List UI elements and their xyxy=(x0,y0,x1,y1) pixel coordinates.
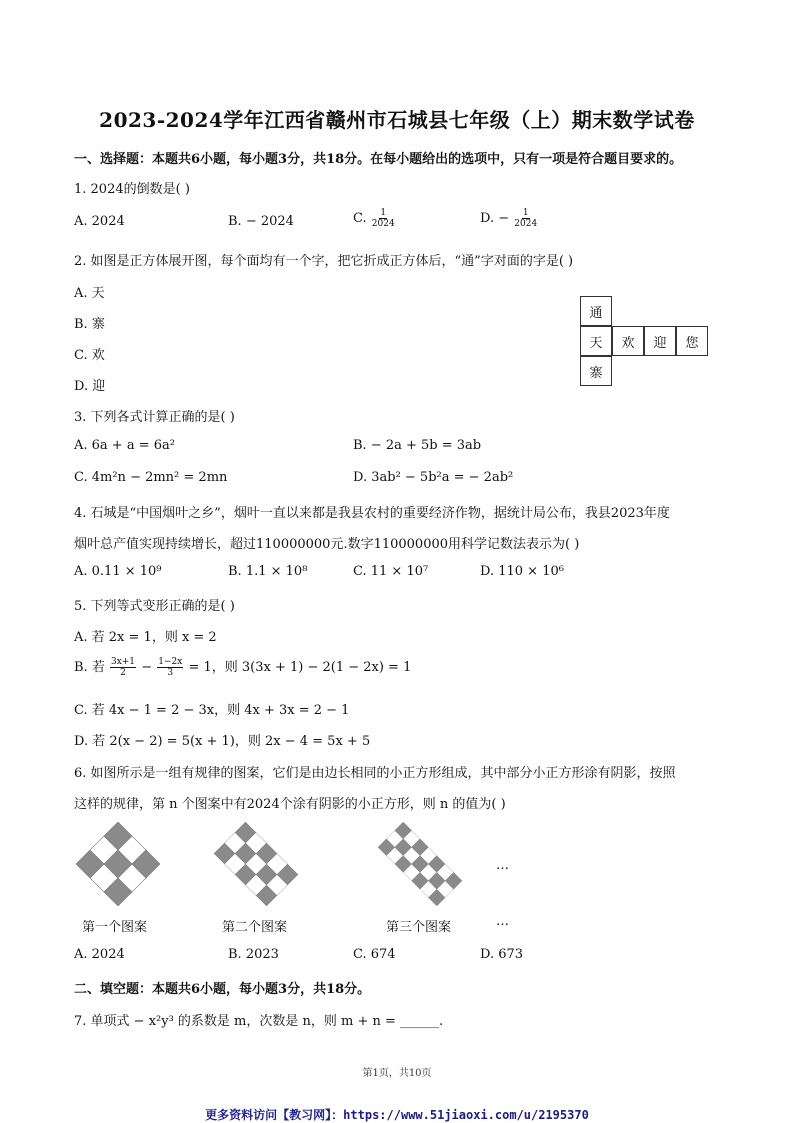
q2-option-b: B. 寨 xyxy=(74,317,105,332)
question-6-line-1: 6. 如图所示是一组有规律的图案，它们是由边长相同的小正方形组成，其中部分小正方形涂有阴影，按照 xyxy=(74,766,676,781)
pattern-figure-3 xyxy=(346,822,494,906)
q4-option-d: D. 110 × 10⁶ xyxy=(480,564,564,579)
q2-option-a: A. 天 xyxy=(74,286,105,301)
net-face-huan: 欢 xyxy=(612,326,644,356)
question-4-line-1: 4. 石城是“中国烟叶之乡”，烟叶一直以来都是我县农村的重要经济作物，据统计局公布，我县2023年度 xyxy=(74,506,670,521)
pattern-figure-2 xyxy=(196,822,316,906)
net-face-tong: 通 xyxy=(580,296,612,326)
q5-option-a: A. 若 2x = 1，则 x = 2 xyxy=(74,630,217,645)
resource-banner: 更多资料访问【教习网】：https://www.51jiaoxi.com/u/2195370 xyxy=(205,1108,589,1122)
q1-d-fraction xyxy=(514,208,537,229)
q5-b-fraction-2 xyxy=(157,657,183,678)
caption-ellipsis: … xyxy=(496,914,509,929)
q3-option-c: C. 4m²n − 2mn² = 2mn xyxy=(74,470,228,485)
net-face-ying: 迎 xyxy=(644,326,676,356)
q3-option-d: D. 3ab² − 5b²a = − 2ab² xyxy=(353,470,514,485)
q1-d-denominator: 2024 xyxy=(514,219,538,229)
q6-option-c: C. 674 xyxy=(353,947,396,962)
question-5-stem: 5. 下列等式变形正确的是( ) xyxy=(74,599,235,614)
q1-option-d xyxy=(480,208,538,229)
q1-c-prefix: C. xyxy=(353,211,367,226)
q3-option-b: B. − 2a + 5b = 3ab xyxy=(353,438,482,453)
page-title: 2023-2024学年江西省赣州市石城县七年级（上）期末数学试卷 xyxy=(99,108,695,132)
pattern-caption-2: 第二个图案 xyxy=(222,920,288,935)
q3-option-a: A. 6a + a = 6a² xyxy=(74,438,175,453)
pattern-ellipsis: … xyxy=(496,858,509,873)
q2-option-c: C. 欢 xyxy=(74,348,105,363)
q4-option-a: A. 0.11 × 10⁹ xyxy=(74,564,162,579)
q1-option-a: A. 2024 xyxy=(74,214,125,229)
section-choice-heading: 一、选择题：本题共6小题，每小题3分，共18分。在每小题给出的选项中，只有一项是符合题目要求的。 xyxy=(74,152,683,167)
net-face-tian: 天 xyxy=(580,326,612,356)
q2-option-d: D. 迎 xyxy=(74,379,106,394)
q5-b-suffix: = 1，则 3(3x + 1) − 2(1 − 2x) = 1 xyxy=(188,660,412,675)
q5-b-f1-numerator: 3x+1 xyxy=(110,657,136,667)
q1-d-prefix: D. − xyxy=(480,211,510,226)
pattern-caption-3: 第三个图案 xyxy=(386,920,452,935)
q5-b-f2-denominator: 3 xyxy=(167,668,174,678)
q5-option-d: D. 若 2(x − 2) = 5(x + 1)，则 2x − 4 = 5x + 5 xyxy=(74,734,371,749)
question-1-stem: 1. 2024的倒数是( ) xyxy=(74,182,190,197)
cube-net-figure xyxy=(580,296,716,392)
q5-b-f1-denominator: 2 xyxy=(120,668,126,678)
q1-option-b: B. − 2024 xyxy=(228,214,294,229)
net-face-nin: 您 xyxy=(676,326,708,356)
question-4-line-2: 烟叶总产值实现持续增长，超过110000000元.数字110000000用科学记数法表示为( ) xyxy=(74,537,580,552)
pattern-caption-1: 第一个图案 xyxy=(82,920,148,935)
q1-option-c xyxy=(353,208,396,229)
q5-option-b xyxy=(74,656,411,678)
q6-option-a: A. 2024 xyxy=(74,947,125,962)
page-footer: 第1页，共10页 xyxy=(362,1068,432,1079)
question-6-line-2: 这样的规律，第 n 个图案中有2024个涂有阴影的小正方形，则 n 的值为( ) xyxy=(74,797,506,812)
q1-d-numerator: 1 xyxy=(522,208,529,218)
q5-b-fraction-1 xyxy=(110,657,136,678)
q5-b-prefix: B. 若 xyxy=(74,660,105,675)
net-face-zhai: 寨 xyxy=(580,356,612,386)
question-2-stem: 2. 如图是正方体展开图，每个面均有一个字，把它折成正方体后，“通”字对面的字是( ) xyxy=(74,254,574,269)
q5-b-f2-numerator: 1−2x xyxy=(158,657,183,667)
q1-c-fraction xyxy=(372,208,395,229)
section-fill-heading: 二、填空题：本题共6小题，每小题3分，共18分。 xyxy=(74,982,371,997)
q1-c-denominator: 2024 xyxy=(371,219,395,229)
q5-b-minus: − xyxy=(141,660,153,675)
q4-option-c: C. 11 × 10⁷ xyxy=(353,564,429,579)
pattern-figure-1 xyxy=(76,822,160,906)
q6-option-d: D. 673 xyxy=(480,947,524,962)
q5-option-c: C. 若 4x − 1 = 2 − 3x，则 4x + 3x = 2 − 1 xyxy=(74,703,350,718)
question-7-stem: 7. 单项式 − x²y³ 的系数是 m，次数是 n，则 m + n = ______. xyxy=(74,1014,444,1029)
q4-option-b: B. 1.1 × 10⁸ xyxy=(228,564,308,579)
q1-c-numerator: 1 xyxy=(380,208,387,218)
q6-option-b: B. 2023 xyxy=(228,947,279,962)
question-3-stem: 3. 下列各式计算正确的是( ) xyxy=(74,410,235,425)
